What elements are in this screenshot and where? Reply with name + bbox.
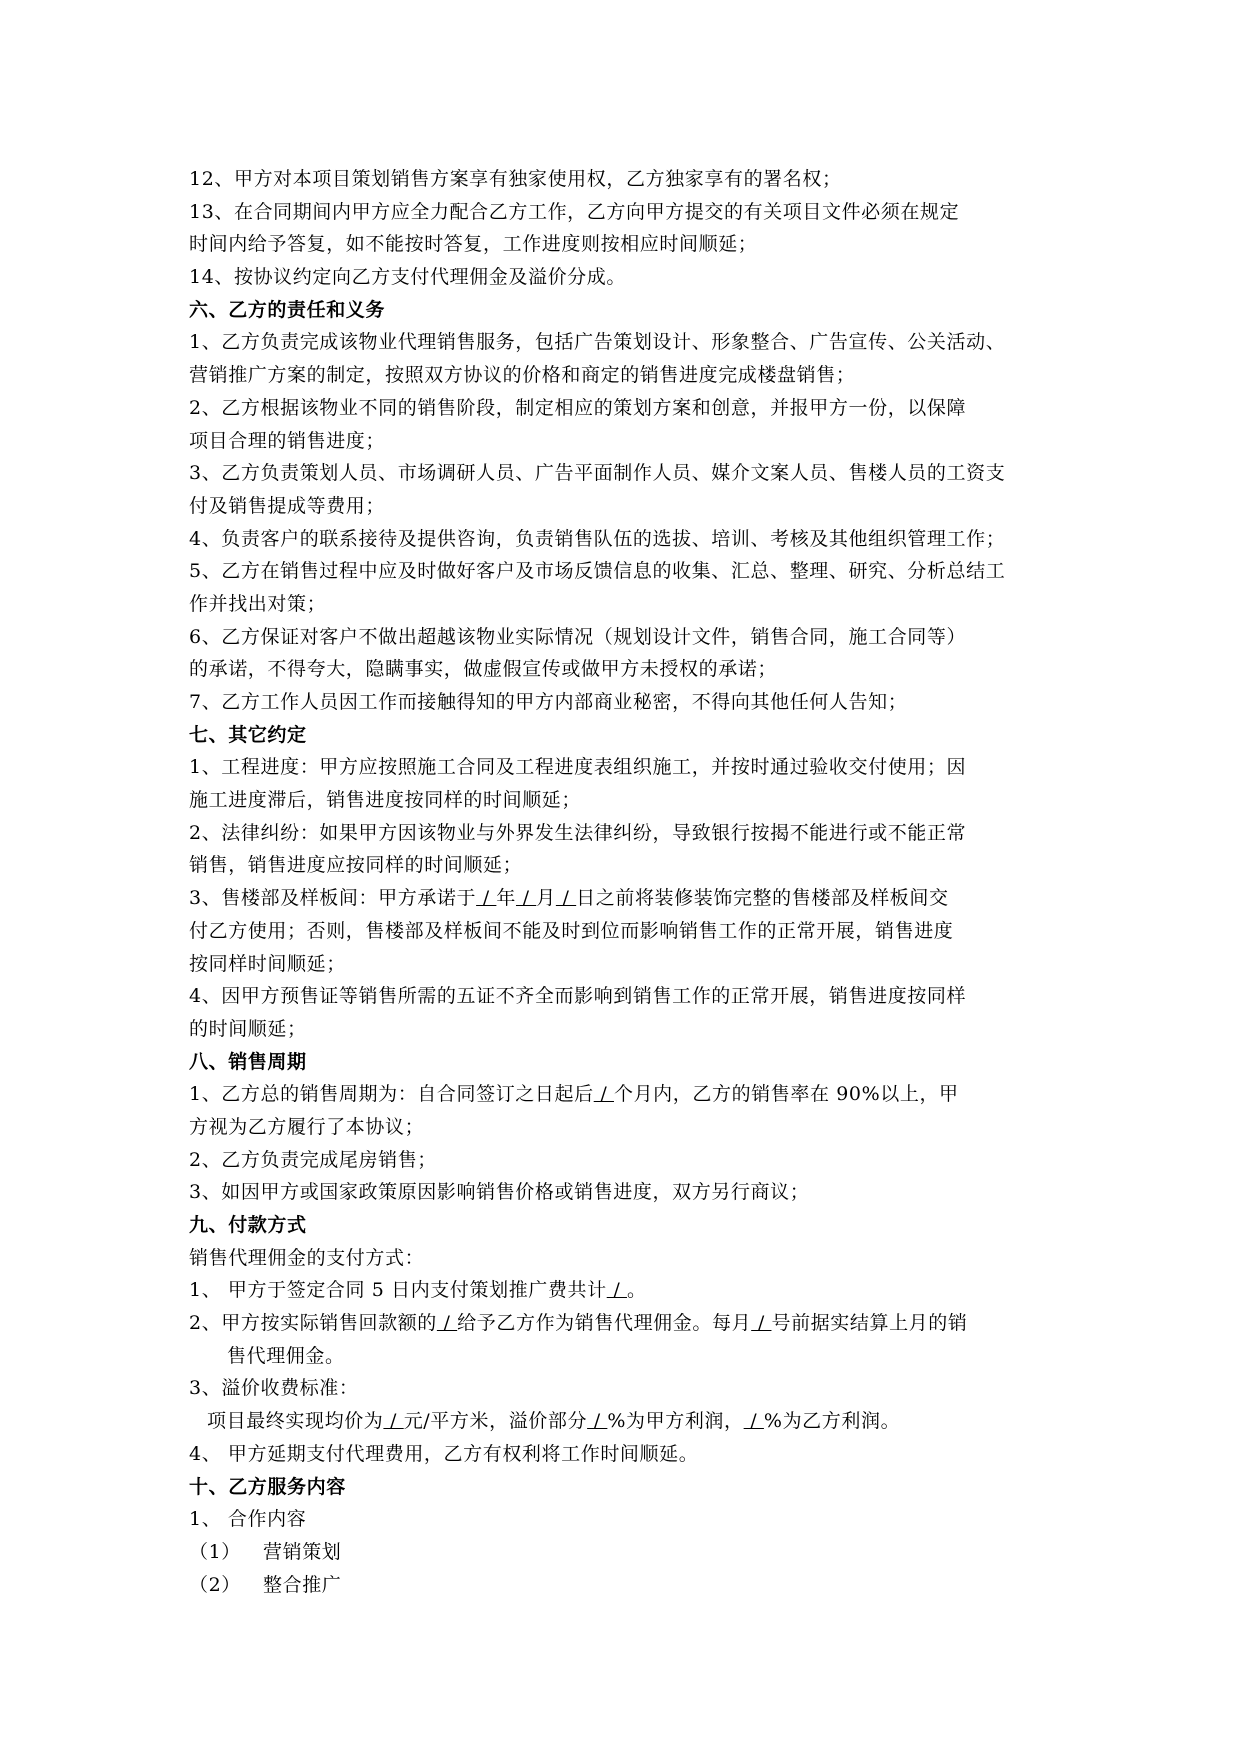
paragraph-line: 5、乙方在销售过程中应及时做好客户及市场反馈信息的收集、汇总、整理、研究、分析总结工: [189, 560, 1006, 583]
paragraph-line: 付及销售提成等费用；: [189, 494, 386, 517]
section-heading: 六、乙方的责任和义务: [189, 298, 386, 321]
text-run: 1、乙方总的销售周期为：自合同签订之日起后: [189, 1083, 594, 1106]
text-run: 月: [536, 887, 556, 910]
paragraph-line: 3、乙方负责策划人员、市场调研人员、广告平面制作人员、媒介文案人员、售楼人员的工资支: [189, 462, 1006, 485]
paragraph-line: 13、在合同期间内甲方应全力配合乙方工作，乙方向甲方提交的有关项目文件必须在规定: [189, 200, 960, 223]
blank-field: /: [751, 1312, 772, 1335]
paragraph-line: 时间内给予答复，如不能按时答复，工作进度则按相应时间顺延；: [189, 233, 758, 256]
text-run: 3、售楼部及样板间：甲方承诺于: [189, 887, 477, 910]
paragraph-line: 作并找出对策；: [189, 592, 327, 615]
blank-field: /: [515, 887, 537, 910]
text-run: %为乙方利润。: [763, 1410, 901, 1433]
paragraph-line: 4、负责客户的联系接待及提供咨询，负责销售队伍的选拔、培训、考核及其他组织管理工作；: [189, 527, 1006, 550]
blank-field: /: [606, 1279, 627, 1302]
paragraph-line: 的承诺，不得夸大，隐瞒事实，做虚假宣传或做甲方未授权的承诺；: [189, 658, 778, 681]
text-run: 。: [626, 1279, 647, 1302]
paragraph-line: 4、因甲方预售证等销售所需的五证不齐全而影响到销售工作的正常开展，销售进度按同样: [189, 985, 967, 1008]
list-item-text: 整合推广: [263, 1573, 342, 1596]
paragraph-line: [189, 1307, 1059, 1340]
paragraph-line: 7、乙方工作人员因工作而接触得知的甲方内部商业秘密，不得向其他任何人告知；: [189, 691, 908, 713]
list-item: [189, 1536, 1059, 1569]
paragraph-line: 3、溢价收费标准：: [189, 1377, 359, 1400]
paragraph-line: 1、工程进度：甲方应按照施工合同及工程进度表组织施工，并按时通过验收交付使用；因: [189, 756, 967, 779]
blank-field: /: [383, 1410, 404, 1433]
paragraph-line: 6、乙方保证对客户不做出超越该物业实际情况（规划设计文件，销售合同，施工合同等）: [189, 625, 967, 648]
paragraph-line: 销售，销售进度应按同样的时间顺延；: [189, 854, 523, 877]
list-item-text: 营销策划: [263, 1540, 342, 1563]
paragraph-line: 售代理佣金。: [227, 1344, 345, 1367]
section-heading: 十、乙方服务内容: [189, 1475, 346, 1498]
text-run: 项目最终实现均价为: [207, 1410, 384, 1433]
list-item-number: （2）: [189, 1573, 241, 1596]
blank-field: /: [436, 1312, 458, 1335]
text-run: 给予乙方作为销售代理佣金。每月: [457, 1312, 752, 1335]
paragraph-line: 项目合理的销售进度；: [189, 429, 386, 452]
paragraph-line: 营销推广方案的制定，按照双方协议的价格和商定的销售进度完成楼盘销售；: [189, 364, 856, 387]
section-heading: 八、销售周期: [189, 1050, 307, 1073]
blank-field: /: [587, 1410, 608, 1433]
section-heading: 七、其它约定: [189, 723, 307, 746]
paragraph-line: [189, 1078, 1059, 1111]
document-body: [189, 163, 1059, 1601]
paragraph-line: 按同样时间顺延；: [189, 952, 346, 975]
paragraph-line: 方视为乙方履行了本协议；: [189, 1115, 425, 1138]
paragraph-line: 的时间顺延；: [189, 1017, 307, 1040]
paragraph-line: 1、乙方负责完成该物业代理销售服务，包括广告策划设计、形象整合、广告宣传、公关活动、: [189, 331, 1006, 354]
paragraph-line: [189, 1274, 1059, 1307]
text-run: 日之前将装修装饰完整的售楼部及样板间交: [576, 887, 949, 910]
text-run: 2、甲方按实际销售回款额的: [189, 1312, 437, 1335]
paragraph-line: [189, 882, 1059, 915]
paragraph-line: 2、乙方负责完成尾房销售；: [189, 1148, 437, 1171]
blank-field: /: [476, 887, 497, 910]
text-run: 1、 甲方于签定合同 5 日内支付策划推广费共计: [189, 1279, 607, 1302]
paragraph-line: 施工进度滞后，销售进度按同样的时间顺延；: [189, 789, 582, 812]
blank-field: /: [593, 1083, 614, 1106]
paragraph-line: [189, 1405, 1059, 1438]
list-item-number: （1）: [189, 1540, 241, 1563]
paragraph-line: 3、如因甲方或国家政策原因影响销售价格或销售进度，双方另行商议；: [189, 1181, 810, 1204]
text-run: 元/平方米，溢价部分: [403, 1410, 588, 1433]
text-run: %为甲方利润，: [607, 1410, 744, 1433]
paragraph-line: 付乙方使用；否则，售楼部及样板间不能及时到位而影响销售工作的正常开展，销售进度: [189, 919, 954, 942]
paragraph-line: 14、按协议约定向乙方支付代理佣金及溢价分成。: [189, 266, 626, 289]
paragraph-line: 12、甲方对本项目策划销售方案享有独家使用权，乙方独家享有的署名权；: [189, 168, 842, 190]
text-run: 个月内，乙方的销售率在 90%以上，甲: [613, 1083, 959, 1106]
text-run: 号前据实结算上月的销: [771, 1312, 968, 1335]
paragraph-line: 销售代理佣金的支付方式：: [189, 1246, 425, 1269]
list-item: [189, 1569, 1059, 1602]
text-run: 年: [496, 887, 516, 910]
blank-field: /: [743, 1410, 764, 1433]
paragraph-line: 2、乙方根据该物业不同的销售阶段，制定相应的策划方案和创意，并报甲方一份，以保障: [189, 396, 967, 419]
paragraph-line: 4、 甲方延期支付代理费用，乙方有权利将工作时间顺延。: [189, 1442, 699, 1465]
paragraph-line: 2、法律纠纷：如果甲方因该物业与外界发生法律纠纷，导致银行按揭不能进行或不能正常: [189, 821, 967, 844]
blank-field: /: [555, 887, 577, 910]
paragraph-line: 1、 合作内容: [189, 1508, 307, 1531]
section-heading: 九、付款方式: [189, 1214, 307, 1236]
